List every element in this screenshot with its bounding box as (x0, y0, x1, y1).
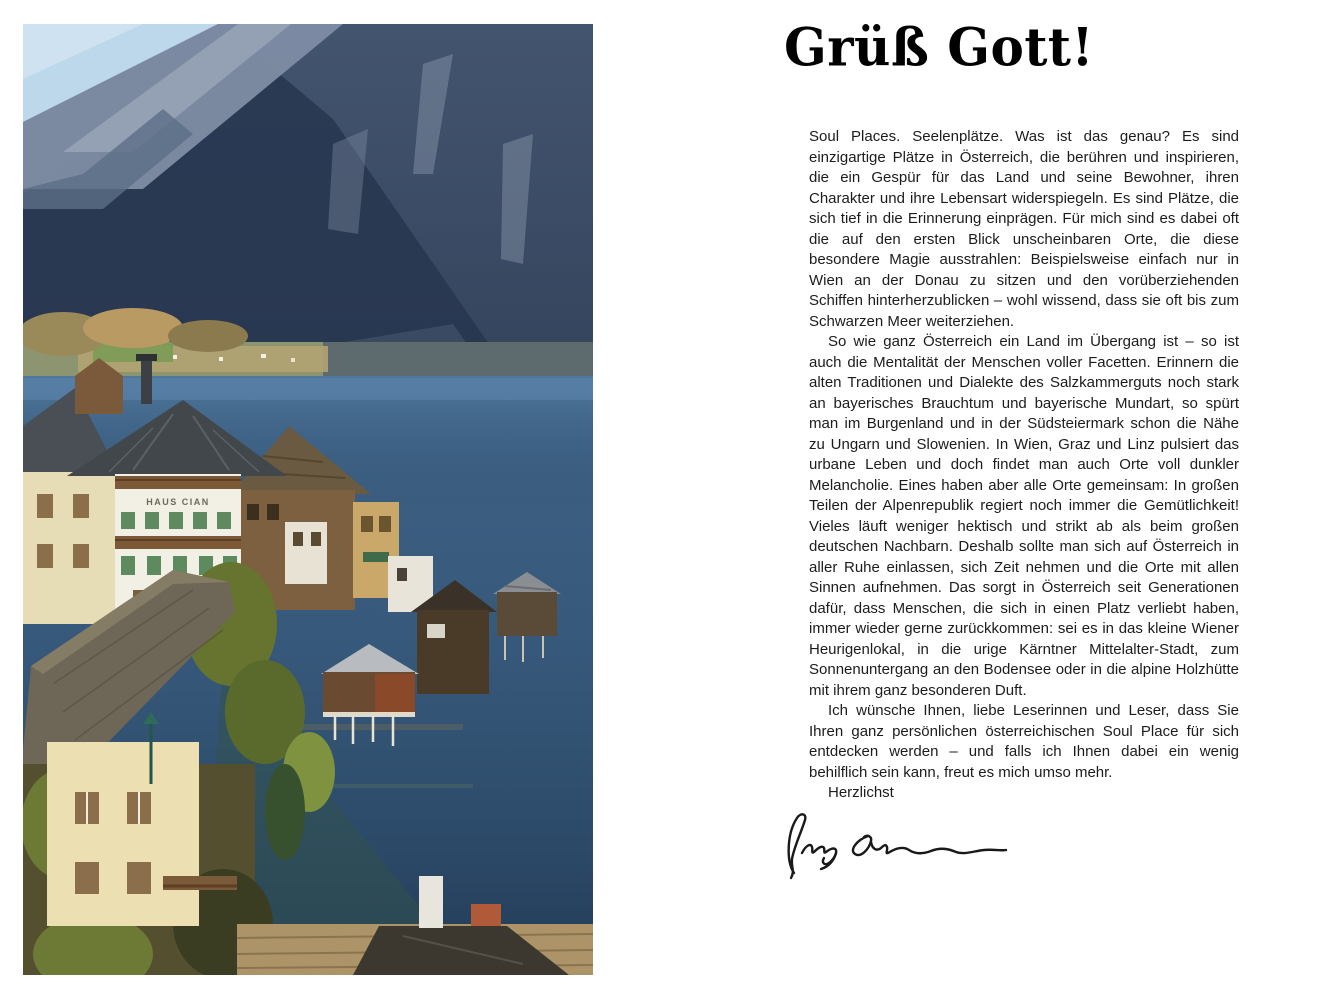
distant-house (219, 357, 223, 361)
cream-house (47, 742, 199, 926)
signature-stroke (871, 842, 1006, 853)
window (293, 532, 303, 546)
chimney-cap (136, 354, 157, 361)
far-shore-shadow (323, 342, 593, 378)
signature-stroke (789, 814, 806, 878)
boathouse (497, 592, 557, 636)
window (379, 516, 391, 532)
window (75, 862, 99, 894)
water-highlight (323, 712, 415, 717)
wood-balcony (163, 876, 237, 890)
signature-handwriting-icon (778, 807, 1018, 881)
boathouse-red-wall (375, 674, 415, 714)
window (73, 494, 89, 518)
lake-reflection-warm (323, 784, 473, 788)
boathouse (417, 610, 489, 694)
window (397, 568, 407, 581)
window (267, 504, 279, 520)
window (37, 494, 53, 518)
window (121, 512, 135, 529)
white-house (285, 522, 327, 584)
intro-paragraph: Soul Places. Seelenplätze. Was ist das genau? Es sind einzigartige Plätze in Österreich, die berühren und inspirieren, die ein Gespür für das Land und seine Bewohner, ihren Charakter und ihre Lebensart widerspiegeln. Es sind Plätze, die sich tief in die Erinnerung einprägen. Für mich sind es dabei oft die auf den ersten Blick unscheinbaren Orte, die diese besondere Magie ausstrahlen: Beispielsweise einfach nur in Wien an der Donau zu sitzen und den vorüberziehenden Schiffen hinterherzublicken – wohl wissend, dass sie oft bis zum Schwarzen Meer weiterziehen. (809, 128, 1239, 330)
window (169, 512, 183, 529)
distant-house (291, 358, 295, 362)
house-sign: HAUS CIAN (146, 497, 210, 507)
window (145, 512, 159, 529)
window (247, 504, 259, 520)
window (37, 544, 53, 568)
autumn-trees (83, 308, 183, 348)
window (193, 512, 207, 529)
window (217, 512, 231, 529)
window (427, 624, 445, 638)
body-paragraph-3: Ich wünsche Ihnen, liebe Leserinnen und Leser, dass Sie Ihren ganz persönlichen österreichischen Soul Place für sich entdecken werden – und falls ich Ihnen dabei ein wenig behilflich sein kann, freut es mich umso mehr. (809, 702, 1239, 781)
window (147, 556, 161, 575)
green-signboard (363, 552, 389, 562)
window (361, 516, 373, 532)
pale-house (23, 472, 115, 624)
page-title: Grüß Gott! (784, 16, 1094, 78)
distant-house (173, 355, 177, 359)
body-text-column (809, 127, 1239, 881)
window (73, 544, 89, 568)
autumn-trees (168, 320, 248, 352)
wood-balcony (115, 476, 241, 489)
hallstatt-photo (23, 24, 593, 975)
red-roof-bit (471, 904, 501, 926)
closing-salutation: Herzlichst (828, 784, 894, 801)
chimney (141, 358, 152, 404)
author-signature (778, 807, 1018, 881)
distant-house (261, 354, 266, 358)
window (127, 862, 151, 894)
conifer (265, 764, 305, 860)
window (121, 556, 135, 575)
window (311, 532, 321, 546)
hallstatt-photo-illustration (23, 24, 593, 975)
white-chimney (419, 876, 443, 928)
body-paragraph-2: So wie ganz Österreich ein Land im Übergang ist – so ist auch die Mentalität der Menschen voller Facetten. Erinnern die alten Traditionen und Dialekte des Salzkammerguts noch stark an bayerisches Brauchtum und bayerische Mundart, so spürt man im Burgenland und in der Südsteiermark schon die Nähe zu Ungarn und Slowenien. In Wien, Graz und Linz pulsiert das urbane Leben und doch findet man auch Orte voll dunkler Melancholie. Eines haben aber alle Orte gemeinsam: In großen Teilen der Alpenrepublik regiert noch immer die Gemütlichkeit! Vieles läuft weniger hektisch und strikt ab als beim großen deutschen Nachbarn. Deshalb sollte man sich auf Österreich in aller Ruhe einlassen, sich Zeit nehmen und die Orte mit allen Sinnen aufnehmen. Das sorgt in Österreich seit Generationen dafür, dass Menschen, die sich in einen Platz verliebt haben, immer wieder gerne zurückkommen: sei es in das kleine Wiener Heurigenlokal, in die urige Kärntner Mittelalter-Stadt, zum Sonnenuntergang an den Bodensee oder in die alpine Holzhütte mit ihrem ganz besonderen Duft. (809, 333, 1239, 699)
wood-balcony (115, 536, 241, 549)
signature-stroke (853, 835, 871, 854)
